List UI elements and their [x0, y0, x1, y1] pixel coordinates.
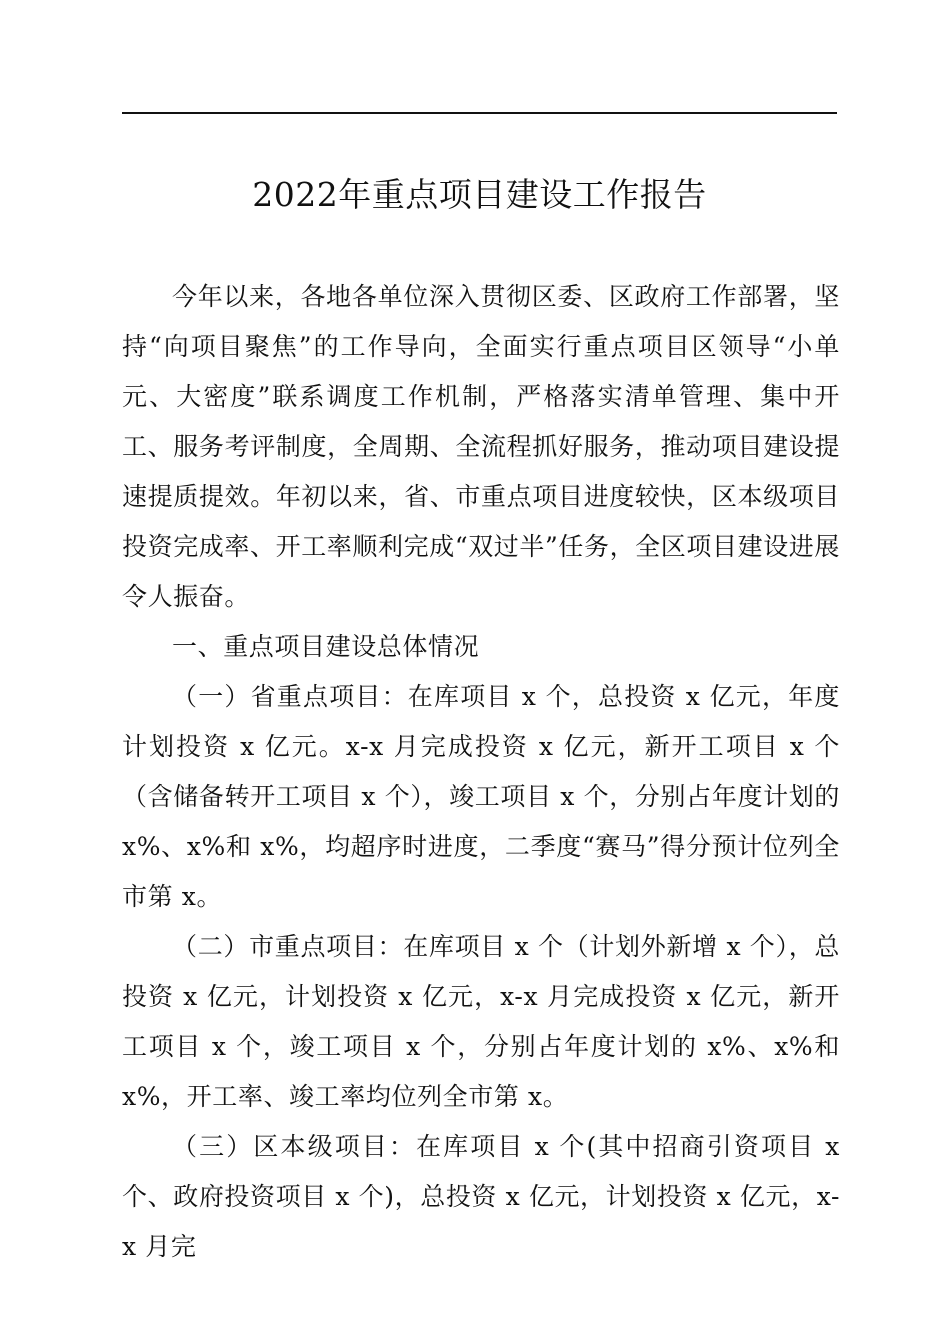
document-body: [122, 272, 840, 1272]
paragraph-provincial-projects: （一）省重点项目：在库项目 x 个，总投资 x 亿元，年度计划投资 x 亿元。x-x 月完成投资 x 亿元，新开工项目 x 个（含储备转开工项目 x 个），竣工项目 x 个，分别占年度计划的 x%、x%和 x%，均超序时进度，二季度“赛马”得分预计位列全市第 x。: [122, 682, 840, 911]
paragraph-municipal-projects: （二）市重点项目：在库项目 x 个（计划外新增 x 个），总投资 x 亿元，计划投资 x 亿元，x-x 月完成投资 x 亿元，新开工项目 x 个，竣工项目 x 个，分别占年度计划的 x%、x%和 x%，开工率、竣工率均位列全市第 x。: [122, 932, 840, 1111]
section-heading-1: 一、重点项目建设总体情况: [172, 632, 480, 661]
paragraph-district-projects: （三）区本级项目：在库项目 x 个(其中招商引资项目 x 个、政府投资项目 x 个)，总投资 x 亿元，计划投资 x 亿元，x-x 月完: [122, 1132, 840, 1261]
header-rule: [122, 112, 837, 114]
document-title: 2022年重点项目建设工作报告: [252, 175, 707, 214]
paragraph-intro: 今年以来，各地各单位深入贯彻区委、区政府工作部署，坚持“向项目聚焦”的工作导向，全面实行重点项目区领导“小单元、大密度”联系调度工作机制，严格落实清单管理、集中开工、服务考评制度，全周期、全流程抓好服务，推动项目建设提速提质提效。年初以来，省、市重点项目进度较快，区本级项目投资完成率、开工率顺利完成“双过半”任务，全区项目建设进展令人振奋。: [122, 282, 840, 611]
